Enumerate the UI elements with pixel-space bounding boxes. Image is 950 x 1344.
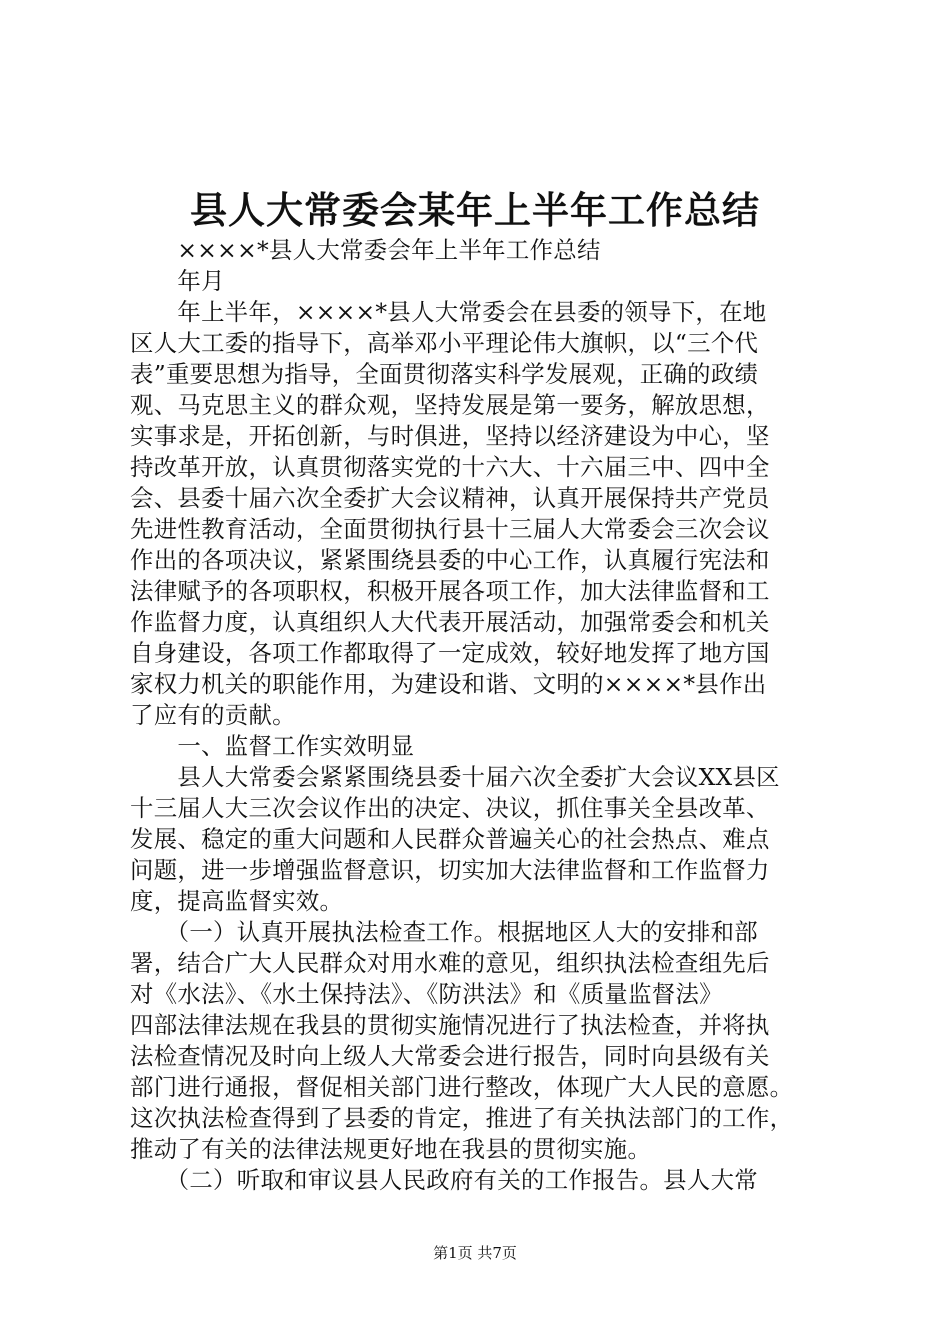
body-line: 署，结合广大人民群众对用水难的意见，组织执法检查组先后 [130,949,770,977]
body-line: 问题，进一步增强监督意识，切实加大法律监督和工作监督力 [130,856,770,884]
body-line: 作出的各项决议，紧紧围绕县委的中心工作，认真履行宪法和 [130,546,770,574]
body-line: 持改革开放，认真贯彻落实党的十六大、十六届三中、四中全 [130,453,770,481]
body-line: 表”重要思想为指导，全面贯彻落实科学发展观，正确的政绩 [130,360,759,388]
body-line: 推动了有关的法律法规更好地在我县的贯彻实施。 [130,1135,652,1163]
body-line: 年月 [130,267,225,295]
body-line: 区人大工委的指导下，高举邓小平理论伟大旗帜，以“三个代 [130,329,759,357]
page-footer: 第1页 共7页 [433,1244,517,1262]
body-line: 作监督力度，认真组织人大代表开展活动，加强常委会和机关 [130,608,770,636]
body-line: 这次执法检查得到了县委的肯定，推进了有关执法部门的工作， [130,1104,794,1132]
body-line: ××××*县人大常委会年上半年工作总结 [130,236,601,264]
body-line: 自身建设，各项工作都取得了一定成效，较好地发挥了地方国 [130,639,770,667]
document-body [130,235,830,1196]
body-line: 会、县委十届六次全委扩大会议精神，认真开展保持共产党员 [130,484,770,512]
body-line: 发展、稳定的重大问题和人民群众普遍关心的社会热点、难点 [130,825,770,853]
document-title: 县人大常委会某年上半年工作总结 [190,188,760,232]
body-line: 部门进行通报，督促相关部门进行整改，体现广大人民的意愿。 [130,1073,794,1101]
body-line: 十三届人大三次会议作出的决定、决议，抓住事关全县改革、 [130,794,770,822]
body-line: 法检查情况及时向上级人大常委会进行报告，同时向县级有关 [130,1042,770,1070]
body-line: （一）认真开展执法检查工作。根据地区人大的安排和部 [130,918,758,946]
body-line: 先进性教育活动，全面贯彻执行县十三届人大常委会三次会议 [130,515,770,543]
body-line: 了应有的贡献。 [130,701,296,729]
body-line: 法律赋予的各项职权，积极开展各项工作，加大法律监督和工 [130,577,770,605]
body-line: 县人大常委会紧紧围绕县委十届六次全委扩大会议XX县区 [130,763,780,791]
body-line: 一、监督工作实效明显 [130,732,415,760]
body-line: 家权力机关的职能作用，为建设和谐、文明的××××*县作出 [130,670,767,698]
body-line: 四部法律法规在我县的贯彻实施情况进行了执法检查，并将执 [130,1011,770,1039]
body-line: 实事求是，开拓创新，与时俱进，坚持以经济建设为中心，坚 [130,422,770,450]
body-line: 观、马克思主义的群众观，坚持发展是第一要务，解放思想， [130,391,770,419]
body-line: （二）听取和审议县人民政府有关的工作报告。县人大常 [130,1166,758,1194]
body-line: 度，提高监督实效。 [130,887,344,915]
body-line: 对《水法》、《水土保持法》、《防洪法》和《质量监督法》 [130,980,723,1008]
body-line: 年上半年，××××*县人大常委会在县委的领导下，在地 [130,298,767,326]
